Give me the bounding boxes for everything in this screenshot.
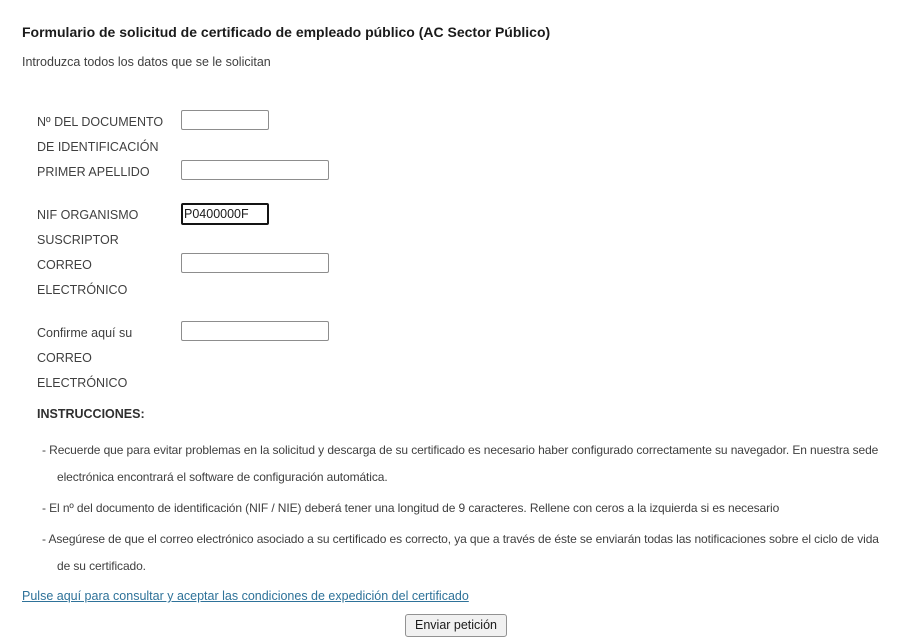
instructions-section [37,402,890,580]
form-row-email [37,253,890,303]
first-surname-label: PRIMER APELLIDO [37,165,150,179]
document-number-label: Nº DEL DOCUMENTO DE IDENTIFICACIÓN [37,115,164,154]
email-confirm-input[interactable] [181,321,329,341]
email-input[interactable] [181,253,329,273]
form-row-document-number [37,110,890,160]
instructions-heading: INSTRUCCIONES: [37,407,145,421]
form-row-nif-organismo [37,203,890,253]
nif-organismo-label: NIF ORGANISMO SUSCRIPTOR [37,208,139,247]
document-number-input[interactable] [181,110,269,130]
form-row-first-surname [37,160,890,185]
conditions-link-row [22,586,890,606]
email-confirm-label: Confirme aquí su CORREO ELECTRÓNICO [37,326,133,390]
instruction-item-email-check: - Asegúrese de que el correo electrónico asociado a su certificado es correcto, ya que a través de éste se enviarán todas las notificaciones sobre el ciclo de vida de su certificado. [42,532,879,573]
instruction-item-browser-config: - Recuerde que para evitar problemas en la solicitud y descarga de su certificado es necesario haber configurado correctamente su navegador. En nuestra sede electrónica encontrará el software de configuración automática. [42,443,879,484]
submit-button[interactable]: Enviar petición [405,614,507,637]
conditions-link[interactable]: Pulse aquí para consultar y aceptar las condiciones de expedición del certificado [22,589,469,603]
submit-button-row [22,614,890,637]
page-title: Formulario de solicitud de certificado de empleado público (AC Sector Público) [22,24,551,40]
certificate-form [22,110,890,396]
email-label: CORREO ELECTRÓNICO [37,258,128,297]
first-surname-input[interactable] [181,160,329,180]
page-subtitle: Introduzca todos los datos que se le solicitan [22,55,271,69]
form-row-email-confirm [37,321,890,396]
nif-organismo-input[interactable] [181,203,269,225]
instruction-item-nif-length: - El nº del documento de identificación (NIF / NIE) deberá tener una longitud de 9 caracteres. Rellene con ceros a la izquierda si es necesario [42,501,780,515]
